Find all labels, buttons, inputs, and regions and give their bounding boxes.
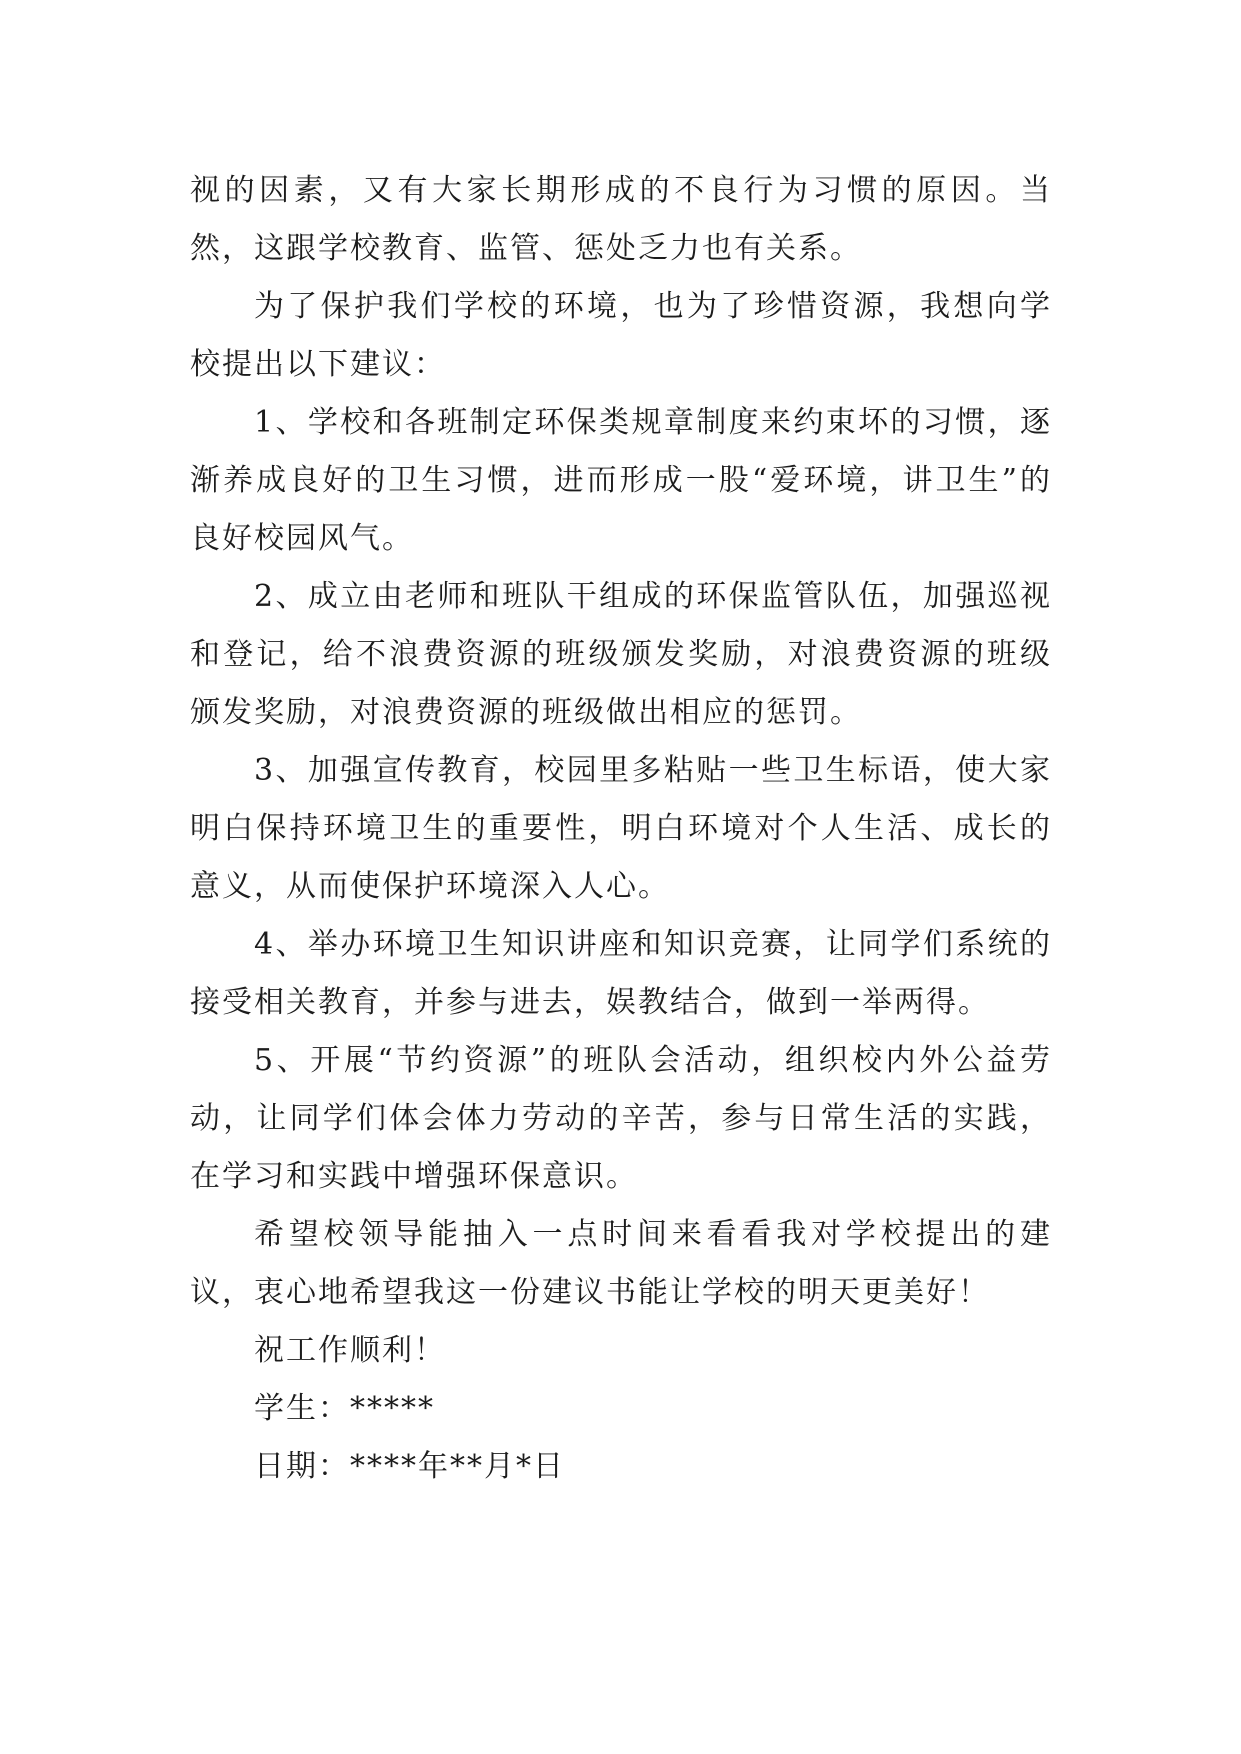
suggestion-4: 4、举办环境卫生知识讲座和知识竞赛，让同学们系统的接受相关教育，并参与进去，娱教结合，做到一举两得。 xyxy=(190,927,1052,1020)
closing-greeting: 祝工作顺利！ xyxy=(254,1333,446,1368)
paragraph-hope: 希望校领导能抽入一点时间来看看我对学校提出的建议，衷心地希望我这一份建议书能让学校的明天更美好！ xyxy=(190,1217,1052,1310)
student-signature: 学生：***** xyxy=(254,1391,435,1426)
paragraph-intro-continuation: 视的因素，又有大家长期形成的不良行为习惯的原因。当然，这跟学校教育、监管、惩处乏力也有关系。 xyxy=(190,173,1052,266)
suggestion-5: 5、开展“节约资源”的班队会活动，组织校内外公益劳动，让同学们体会体力劳动的辛苦，参与日常生活的实践，在学习和实践中增强环保意识。 xyxy=(190,1043,1052,1194)
document-body xyxy=(190,162,1052,1496)
suggestion-3: 3、加强宣传教育，校园里多粘贴一些卫生标语，使大家明白保持环境卫生的重要性，明白环境对个人生活、成长的意义，从而使保护环境深入人心。 xyxy=(190,753,1052,904)
date-line: 日期：****年**月*日 xyxy=(254,1449,565,1484)
paragraph-proposal-intro: 为了保护我们学校的环境，也为了珍惜资源，我想向学校提出以下建议： xyxy=(190,289,1052,382)
suggestion-1: 1、学校和各班制定环保类规章制度来约束坏的习惯，逐渐养成良好的卫生习惯，进而形成一股“爱环境，讲卫生”的良好校园风气。 xyxy=(190,405,1052,556)
suggestion-2: 2、成立由老师和班队干组成的环保监管队伍，加强巡视和登记，给不浪费资源的班级颁发奖励，对浪费资源的班级颁发奖励，对浪费资源的班级做出相应的惩罚。 xyxy=(190,579,1052,730)
